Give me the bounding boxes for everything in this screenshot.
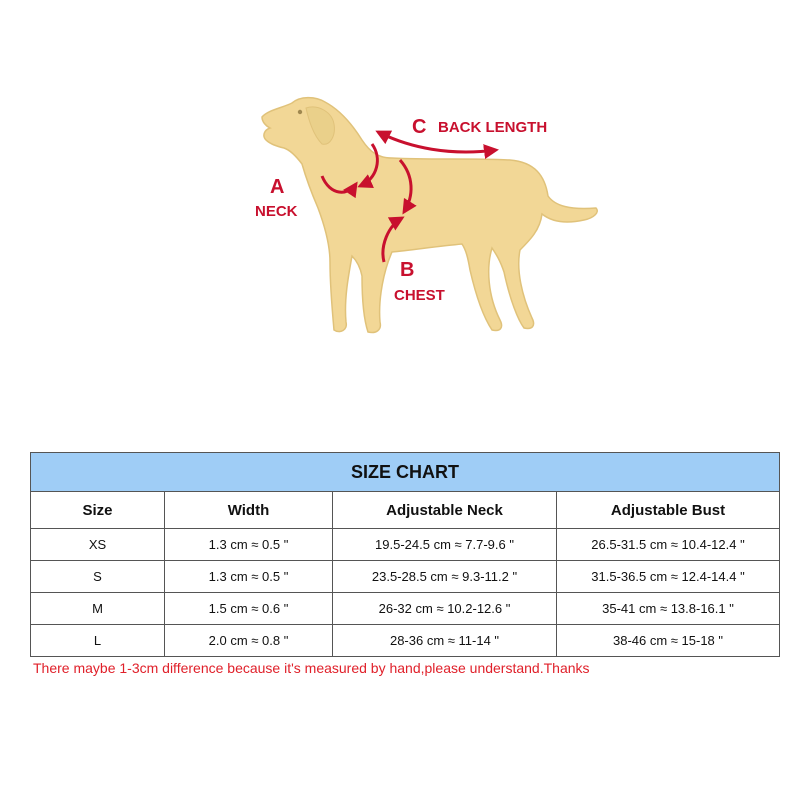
cell-size: XS [31, 529, 165, 561]
cell-neck: 23.5-28.5 cm ≈ 9.3-11.2 " [333, 561, 557, 593]
chest-letter: B [400, 259, 415, 281]
cell-width: 1.3 cm ≈ 0.5 " [165, 529, 333, 561]
cell-width: 2.0 cm ≈ 0.8 " [165, 625, 333, 657]
cell-bust: 31.5-36.5 cm ≈ 12.4-14.4 " [557, 561, 780, 593]
table-row [31, 593, 780, 625]
header-adjustable-bust: Adjustable Bust [557, 492, 780, 529]
cell-neck: 26-32 cm ≈ 10.2-12.6 " [333, 593, 557, 625]
neck-label: NECK [255, 203, 298, 220]
table-header-row [31, 492, 780, 529]
dog-measurement-diagram [240, 80, 620, 350]
header-size: Size [31, 492, 165, 529]
cell-neck: 28-36 cm ≈ 11-14 " [333, 625, 557, 657]
neck-letter: A [270, 176, 285, 198]
back-letter: C [412, 116, 427, 138]
cell-width: 1.3 cm ≈ 0.5 " [165, 561, 333, 593]
cell-bust: 38-46 cm ≈ 15-18 " [557, 625, 780, 657]
size-chart-table [30, 452, 780, 657]
table-title: SIZE CHART [31, 453, 780, 492]
header-adjustable-neck: Adjustable Neck [333, 492, 557, 529]
cell-neck: 19.5-24.5 cm ≈ 7.7-9.6 " [333, 529, 557, 561]
cell-size: M [31, 593, 165, 625]
cell-bust: 35-41 cm ≈ 13.8-16.1 " [557, 593, 780, 625]
chest-label: CHEST [394, 287, 445, 304]
cell-bust: 26.5-31.5 cm ≈ 10.4-12.4 " [557, 529, 780, 561]
cell-size: S [31, 561, 165, 593]
header-width: Width [165, 492, 333, 529]
cell-width: 1.5 cm ≈ 0.6 " [165, 593, 333, 625]
table-row [31, 625, 780, 657]
table-row [31, 561, 780, 593]
measurement-note: There maybe 1-3cm difference because it's measured by hand,please understand.Thanks [33, 660, 590, 676]
cell-size: L [31, 625, 165, 657]
back-label: BACK LENGTH [438, 119, 548, 136]
table-row [31, 529, 780, 561]
